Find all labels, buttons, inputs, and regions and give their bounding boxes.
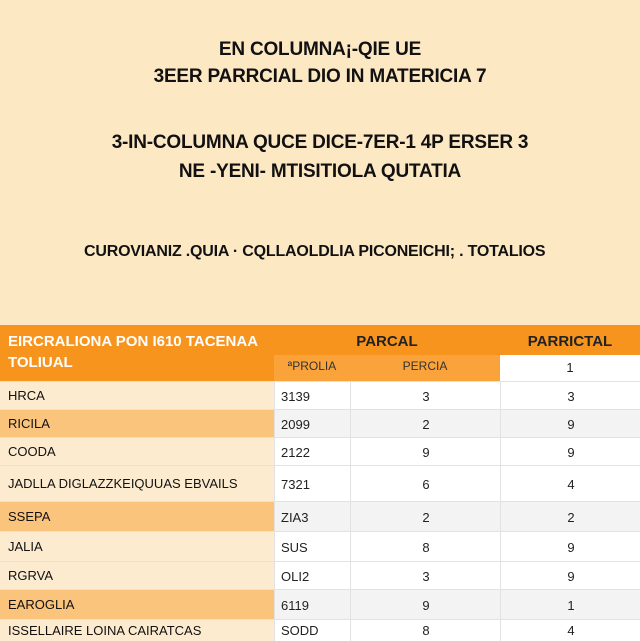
table-row	[0, 619, 640, 641]
heading-block-1	[0, 36, 640, 90]
row-code: 6119	[274, 590, 350, 620]
heading-line: EN COLUMNA¡-QIE UE	[218, 39, 422, 60]
row-name: ISSELLAIRE LOINA CAIRATCAS	[0, 620, 274, 641]
row-parcal-value: 6	[350, 466, 501, 502]
table-row	[0, 561, 640, 590]
row-code: SODD	[274, 620, 350, 641]
row-code: OLI2	[274, 562, 350, 590]
sub-header-value: 1	[566, 360, 574, 375]
table-row	[0, 465, 640, 502]
row-parcal-value: 9	[350, 590, 501, 620]
row-parcal-value: 8	[350, 620, 501, 641]
sub-header-prolia: ªPROLIA	[287, 359, 337, 373]
grades-table	[0, 325, 640, 640]
row-name: EAROGLIA	[0, 590, 274, 620]
table-row	[0, 409, 640, 438]
row-code: 2122	[274, 438, 350, 466]
row-parrictal-value: 4	[500, 466, 640, 502]
row-code: SUS	[274, 532, 350, 562]
row-name: RGRVA	[0, 562, 274, 590]
row-parrictal-value: 9	[500, 562, 640, 590]
table-row	[0, 501, 640, 532]
heading-line: 3-IN-COLUMNA QUCE DICE-7ER-1 4P ERSER 3	[111, 132, 529, 153]
sub-header-value-cell	[500, 355, 640, 382]
row-parcal-value: 3	[350, 382, 501, 410]
table-row	[0, 531, 640, 562]
row-code: 2099	[274, 410, 350, 438]
subtitle: CUROVIANIZ .QUIA · CQLLAOLDLIA PICONEICHI; . TOTALIOS	[84, 243, 546, 260]
header-left-label: EIRCRALIONA PON I610 TACENAA TOLIUAL	[8, 333, 258, 371]
heading-block-2	[0, 128, 640, 186]
row-parrictal-value: 9	[500, 438, 640, 466]
table-row	[0, 437, 640, 466]
row-name: COODA	[0, 438, 274, 466]
row-parrictal-value: 9	[500, 410, 640, 438]
row-parrictal-value: 4	[500, 620, 640, 641]
row-code: 3139	[274, 382, 350, 410]
sub-header-percia: PERCIA	[402, 359, 448, 373]
row-parcal-value: 8	[350, 532, 501, 562]
table-row	[0, 381, 640, 410]
row-code: 7321	[274, 466, 350, 502]
table-row	[0, 589, 640, 620]
row-parrictal-value: 9	[500, 532, 640, 562]
row-name: RICILA	[0, 410, 274, 438]
row-name: JALIA	[0, 532, 274, 562]
header-parrictal: PARRICTAL	[527, 333, 613, 350]
row-parrictal-value: 1	[500, 590, 640, 620]
row-parcal-value: 3	[350, 562, 501, 590]
row-parrictal-value: 3	[500, 382, 640, 410]
row-name: JADLLA DIGLAZZKEIQUUAS EBVAILS	[0, 466, 274, 502]
heading-line: 3EER PARRCIAL DIO IN MATERICIA 7	[153, 66, 487, 87]
sub-header-row	[274, 355, 500, 381]
row-parcal-value: 2	[350, 410, 501, 438]
row-parrictal-value: 2	[500, 502, 640, 532]
row-code: ZIA3	[274, 502, 350, 532]
row-parcal-value: 9	[350, 438, 501, 466]
row-parcal-value: 2	[350, 502, 501, 532]
row-name: SSEPA	[0, 502, 274, 532]
header-parcal: PARCAL	[356, 333, 418, 350]
heading-line: NE -YENI- MTISITIOLA QUTATIA	[178, 161, 462, 182]
row-name: HRCA	[0, 382, 274, 410]
